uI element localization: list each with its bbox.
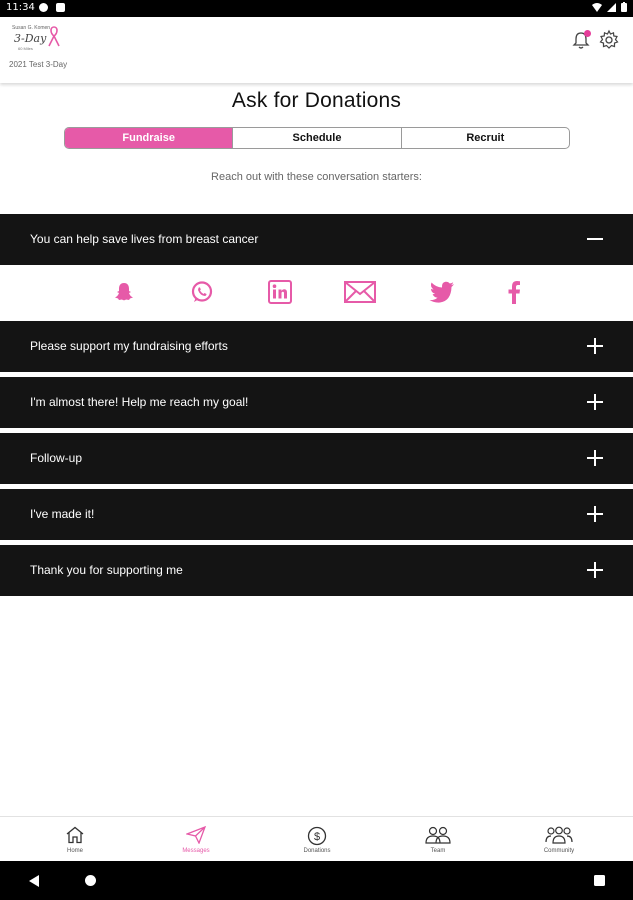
logo-top-text: Susan G. Komen	[12, 25, 51, 31]
nav-messages-label: Messages	[182, 848, 210, 854]
notifications-button[interactable]	[570, 29, 592, 51]
accordion-item[interactable]	[0, 545, 633, 596]
accordion-item-label: I'm almost there! Help me reach my goal!	[30, 395, 249, 409]
status-bar	[0, 0, 633, 17]
expand-plus-icon[interactable]	[587, 562, 603, 578]
back-icon[interactable]	[29, 875, 39, 887]
email-icon[interactable]	[343, 279, 377, 305]
app-notification-icon	[39, 3, 48, 12]
linkedin-icon[interactable]	[267, 279, 293, 305]
community-icon	[545, 826, 573, 844]
expand-plus-icon[interactable]	[587, 338, 603, 354]
tab-recruit[interactable]: Recruit	[401, 128, 569, 148]
svg-text:$: $	[313, 831, 321, 843]
tab-schedule[interactable]: Schedule	[232, 128, 400, 148]
accordion-item-label: Please support my fundraising efforts	[30, 339, 228, 353]
nav-team[interactable]	[375, 817, 501, 862]
nav-home-label: Home	[66, 848, 83, 854]
page-subtitle: Reach out with these conversation starters:	[211, 171, 422, 183]
nav-home[interactable]	[12, 817, 138, 862]
logo-main-text: 3-Day	[14, 32, 47, 45]
twitter-icon[interactable]	[429, 279, 455, 305]
share-bar	[0, 265, 633, 317]
notification-badge	[584, 30, 591, 37]
gear-icon	[598, 29, 620, 51]
nav-community-label: Community	[543, 848, 575, 854]
nav-team-label: Team	[430, 848, 446, 854]
accordion-item-label: Follow-up	[30, 451, 83, 465]
battery-icon	[621, 2, 627, 12]
bottom-navigation	[0, 816, 633, 862]
system-nav-bar	[0, 861, 633, 900]
expand-plus-icon[interactable]	[587, 450, 603, 466]
segmented-tabs	[64, 127, 570, 149]
komen-3day-logo[interactable]	[10, 25, 70, 57]
accordion-item[interactable]	[0, 377, 633, 428]
accordion-item[interactable]	[0, 214, 633, 265]
accordion-item-label: You can help save lives from breast cancer	[30, 232, 259, 246]
expand-plus-icon[interactable]	[587, 394, 603, 410]
nav-donations-label: Donations	[303, 848, 331, 854]
accordion-item-label: Thank you for supporting me	[30, 563, 183, 577]
conversation-starters-list	[0, 214, 633, 601]
tab-fundraise[interactable]: Fundraise	[65, 128, 232, 148]
recents-icon[interactable]	[594, 875, 605, 886]
collapse-minus-icon[interactable]	[587, 231, 603, 247]
home-icon	[65, 826, 85, 844]
home-button-icon[interactable]	[85, 875, 96, 886]
wifi-icon	[592, 3, 602, 12]
nav-community[interactable]	[496, 817, 622, 862]
team-icon	[425, 826, 451, 844]
event-name: 2021 Test 3-Day	[9, 60, 68, 69]
paper-plane-icon	[186, 826, 206, 844]
nav-messages[interactable]	[133, 817, 259, 862]
settings-button[interactable]	[598, 29, 620, 51]
snapchat-icon[interactable]	[111, 279, 137, 305]
signal-icon	[607, 3, 616, 12]
facebook-icon[interactable]	[501, 279, 527, 305]
accordion-item[interactable]	[0, 489, 633, 540]
pink-ribbon-icon	[48, 25, 60, 47]
accordion-item[interactable]	[0, 321, 633, 372]
whatsapp-icon[interactable]	[189, 279, 215, 305]
status-time: 11:34	[6, 2, 35, 13]
nav-donations[interactable]	[254, 817, 380, 862]
page-title: Ask for Donations	[231, 89, 402, 112]
sim-notification-icon	[56, 3, 65, 12]
expand-plus-icon[interactable]	[587, 506, 603, 522]
accordion-item-label: I've made it!	[30, 507, 95, 521]
dollar-icon	[307, 826, 327, 846]
accordion-item[interactable]	[0, 433, 633, 484]
logo-sub-text: 60 Miles	[18, 46, 33, 51]
app-header	[0, 17, 633, 83]
